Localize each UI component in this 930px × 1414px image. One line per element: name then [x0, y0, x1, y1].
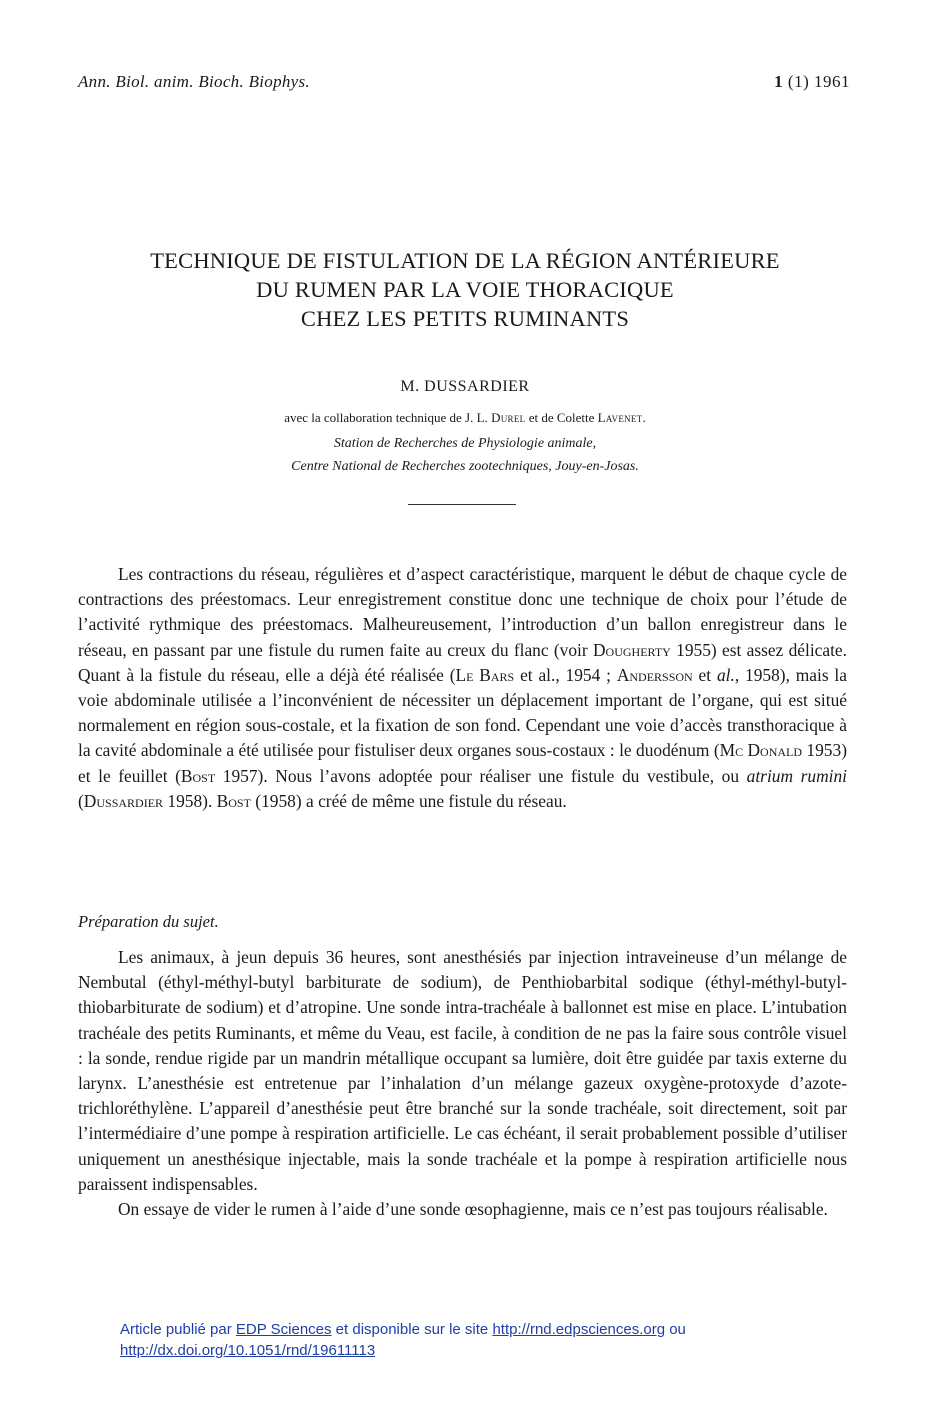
intro-text: 1955) est assez délicate. Quant à la fistule du réseau, elle a déjà été réalisée (: [78, 639, 848, 685]
ref-bost-1957: Bost: [180, 765, 216, 786]
title-line-1: TECHNIQUE DE FISTULATION DE LA RÉGION ANTÉRIEURE: [150, 248, 780, 273]
doi-link[interactable]: http://dx.doi.org/10.1051/rnd/19611113: [120, 1342, 376, 1359]
collab-mid: et de Colette: [525, 410, 598, 425]
footer-text: ou: [665, 1321, 686, 1338]
et-al: al.: [716, 664, 735, 685]
collaborator-lavenet: Lavenet: [597, 410, 643, 425]
intro-text: Les contractions du réseau, régulières et d’aspect caractéristique, marquent le début de chaque cycle de contractions des préestomacs. Leur enregistrement constitue donc une technique de choix pour l’étude de l’activité rythmique des préestomacs. Malheureusement, l’introduction d’un ballon enregistreur dans le réseau, en passant par une fistule du rumen faite au creux du flanc (voir: [78, 564, 847, 660]
intro-text: , 1958), mais la voie abdominale utilisée a l’inconvénient de nécessiter un déplacement important de l’organe, qui est situé normalement en région sous-costale, et la fixation de son fond. Cependant une voie d’accès transthoracique à la cavité abdominale a été utilisée pour fistuliser deux organes sous-costaux : le duodénum (: [78, 664, 847, 761]
footer-text: et disponible sur le site: [331, 1321, 493, 1338]
section-heading: Préparation du sujet.: [78, 912, 219, 931]
title-line-2: DU RUMEN PAR LA VOIE THORACIQUE: [256, 277, 674, 302]
preparation-section: [78, 945, 847, 1222]
ref-le-bars: Le Bars: [455, 664, 515, 685]
ref-bost-1958: Bost: [216, 790, 251, 811]
preparation-paragraph-1: Les animaux, à jeun depuis 36 heures, sont anesthésiés par injection intraveineuse d’un mélange de Nembutal (éthyl-méthyl-butyl barbiturate de sodium), de Penthiobarbital sodique (éthyl-méthyl-butyl-thiobarbiturate de sodium) et d’atropine. Une sonde intra-trachéale à ballonnet est mise en place. L’intubation trachéale des petits Ruminants, et même du Veau, est facile, à condition de ne pas la faire sous contrôle visuel : la sonde, rendue rigide par un mandrin métallique occupant sa lumière, doit être guidée par taxis externe du larynx. L’anesthésie est entretenue par l’inhalation d’un mélange gazeux oxygène-protoxyde d’azote-trichloréthylène. L’appareil d’anesthésie peut être branché sur la sonde trachéale, soit directement, soit par l’intermédiaire d’une pompe à respiration artificielle. Le cas échéant, il serait probablement possible d’utiliser uniquement un anesthésique injectable, mais la sonde trachéale et la pompe à respiration artificielle nous paraissent indispensables.: [78, 947, 847, 1194]
article-title: [0, 246, 930, 333]
issue-number: (1) 1961: [787, 72, 850, 91]
collaboration-line: [0, 410, 930, 426]
rnd-site-link[interactable]: http://rnd.edpsciences.org: [492, 1321, 666, 1338]
affiliation-line-1: Station de Recherches de Physiologie animale,: [333, 436, 597, 451]
issue-info: [774, 72, 850, 92]
intro-text: 1953) et le feuillet (: [78, 740, 847, 786]
intro-text: 1957). Nous l’avons adoptée pour réaliser une fistule du vestibule, ou: [215, 765, 747, 786]
collab-prefix: avec la collaboration technique de J. L.: [284, 410, 492, 425]
journal-name: Ann. Biol. anim. Bioch. Biophys.: [78, 72, 310, 91]
title-separator: [408, 504, 516, 505]
intro-text: et: [692, 664, 717, 685]
ref-mc-donald: Mc Donald: [719, 740, 803, 761]
intro-text: (: [78, 790, 84, 811]
title-line-3: CHEZ LES PETITS RUMINANTS: [300, 306, 630, 331]
affiliation: [0, 432, 930, 478]
ref-dougherty: Dougherty: [592, 639, 671, 660]
intro-text: 1958).: [163, 790, 217, 811]
ref-andersson: Andersson: [616, 664, 693, 685]
publisher-footer: [120, 1319, 820, 1361]
atrium-rumini: atrium rumini: [746, 765, 848, 786]
affiliation-line-2: Centre National de Recherches zootechniques, Jouy-en-Josas.: [291, 459, 639, 474]
author-name: M. DUSSARDIER: [400, 378, 530, 395]
preparation-paragraph-2: On essaye de vider le rumen à l’aide d’une sonde œsophagienne, mais ce n’est pas toujours réalisable.: [118, 1199, 828, 1220]
volume-number: 1: [774, 72, 784, 91]
intro-text: et al., 1954 ;: [514, 664, 617, 685]
intro-section: [78, 562, 847, 814]
collaborator-durel: Durel: [491, 410, 526, 425]
footer-text: Article publié par: [120, 1321, 236, 1338]
intro-text: (1958) a créé de même une fistule du réseau.: [250, 790, 567, 811]
collab-suffix: .: [642, 410, 646, 425]
ref-dussardier: Dussardier: [83, 790, 164, 811]
edp-sciences-link[interactable]: EDP Sciences: [235, 1321, 332, 1338]
intro-paragraph: [78, 562, 847, 814]
